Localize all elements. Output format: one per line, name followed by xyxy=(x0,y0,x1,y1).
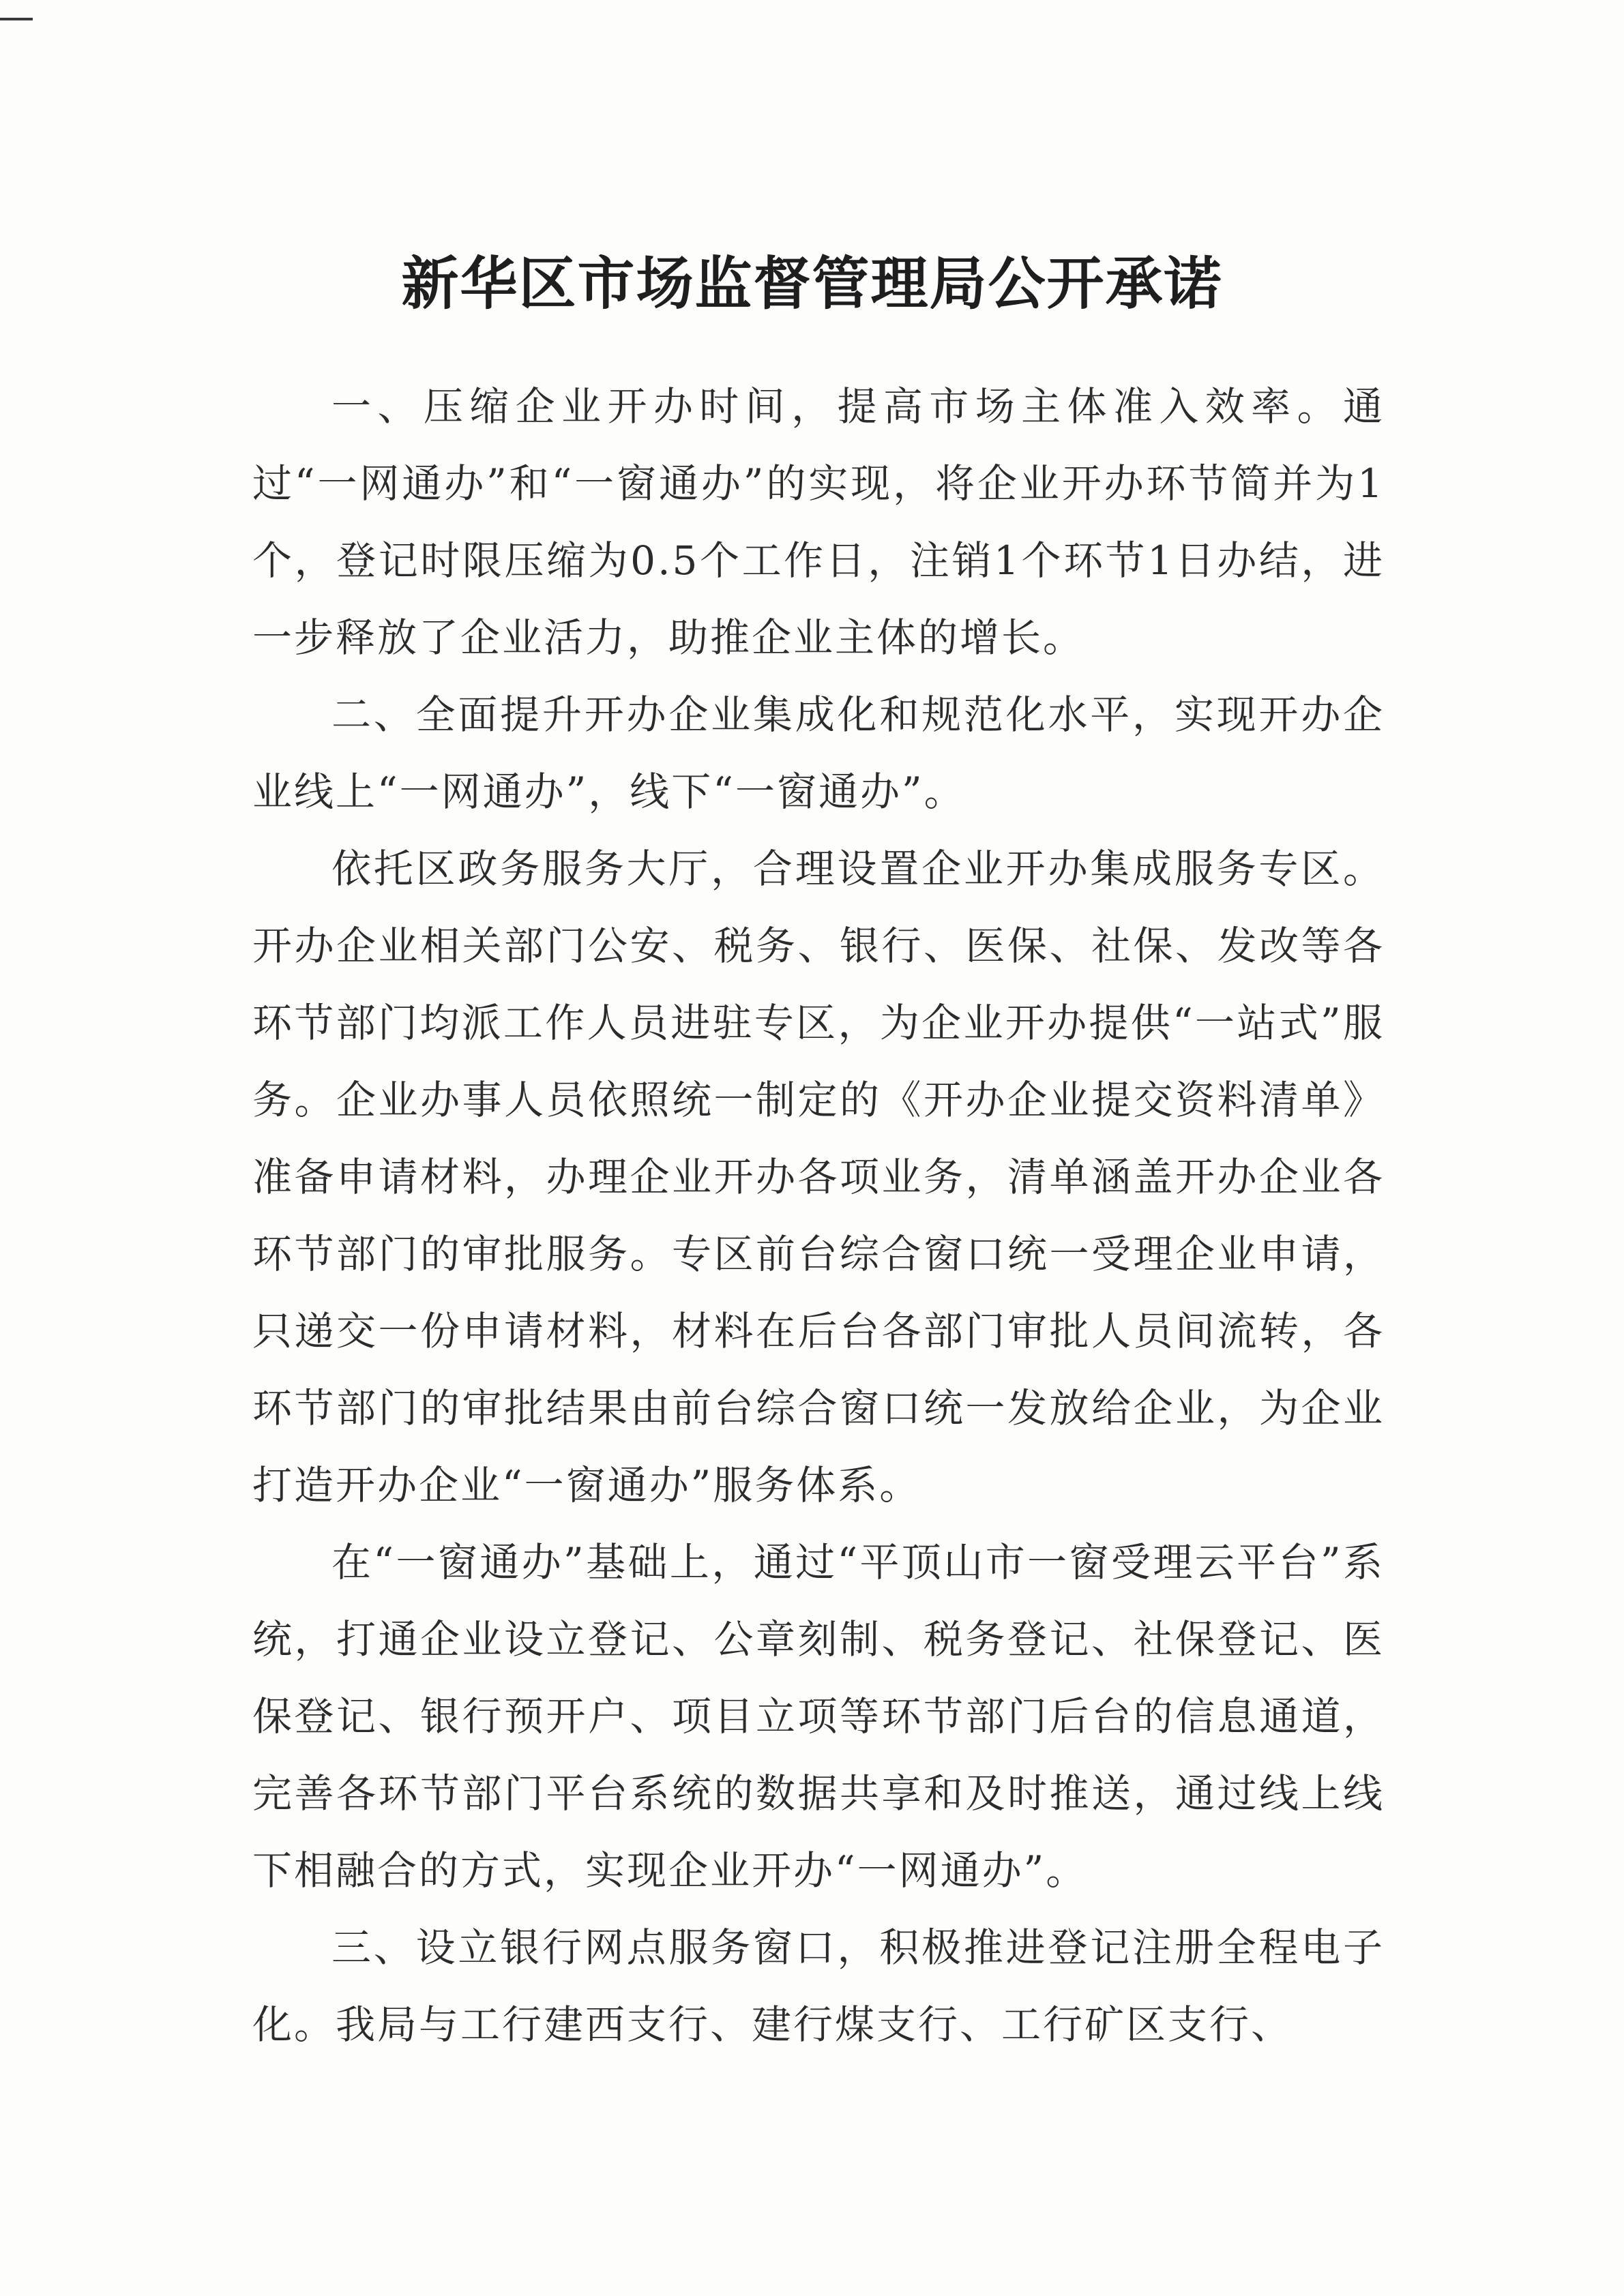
document-title: 新华区市场监督管理局公开承诺 xyxy=(401,250,1223,318)
paragraph-4: 在“一窗通办”基础上，通过“平顶山市一窗受理云平台”系统，打通企业设立登记、公章刻制、税务登记、社保登记、医保登记、银行预开户、项目立项等环节部门后台的信息通道，完善各环节部门平台系统的数据共享和及时推送，通过线上线下相融合的方式，实现企业开办“一网通办”。 xyxy=(252,1539,1385,1894)
paragraph-5: 三、设立银行网点服务窗口，积极推进登记注册全程电子化。我局与工行建西支行、建行煤支行、工行矿区支行、 xyxy=(252,1924,1385,2048)
paragraph-1: 一、压缩企业开办时间，提高市场主体准入效率。通过“一网通办”和“一窗通办”的实现，将企业开办环节简并为1个，登记时限压缩为0.5个工作日，注销1个环节1日办结，进一步释放了企业活力，助推企业主体的增长。 xyxy=(252,383,1385,661)
paragraph-3: 依托区政务服务大厅，合理设置企业开办集成服务专区。开办企业相关部门公安、税务、银行、医保、社保、发改等各环节部门均派工作人员进驻专区，为企业开办提供“一站式”服务。企业办事人员依照统一制定的《开办企业提交资料清单》准备申请材料，办理企业开办各项业务，清单涵盖开办企业各环节部门的审批服务。专区前台综合窗口统一受理企业申请，只递交一份申请材料，材料在后台各部门审批人员间流转，各环节部门的审批结果由前台综合窗口统一发放给企业，为企业打造开办企业“一窗通办”服务体系。 xyxy=(252,846,1385,1508)
paragraph-2: 二、全面提升开办企业集成化和规范化水平，实现开办企业线上“一网通办”，线下“一窗通办”。 xyxy=(252,691,1385,815)
scan-edge-mark xyxy=(0,18,33,20)
document-body xyxy=(252,368,1385,2063)
